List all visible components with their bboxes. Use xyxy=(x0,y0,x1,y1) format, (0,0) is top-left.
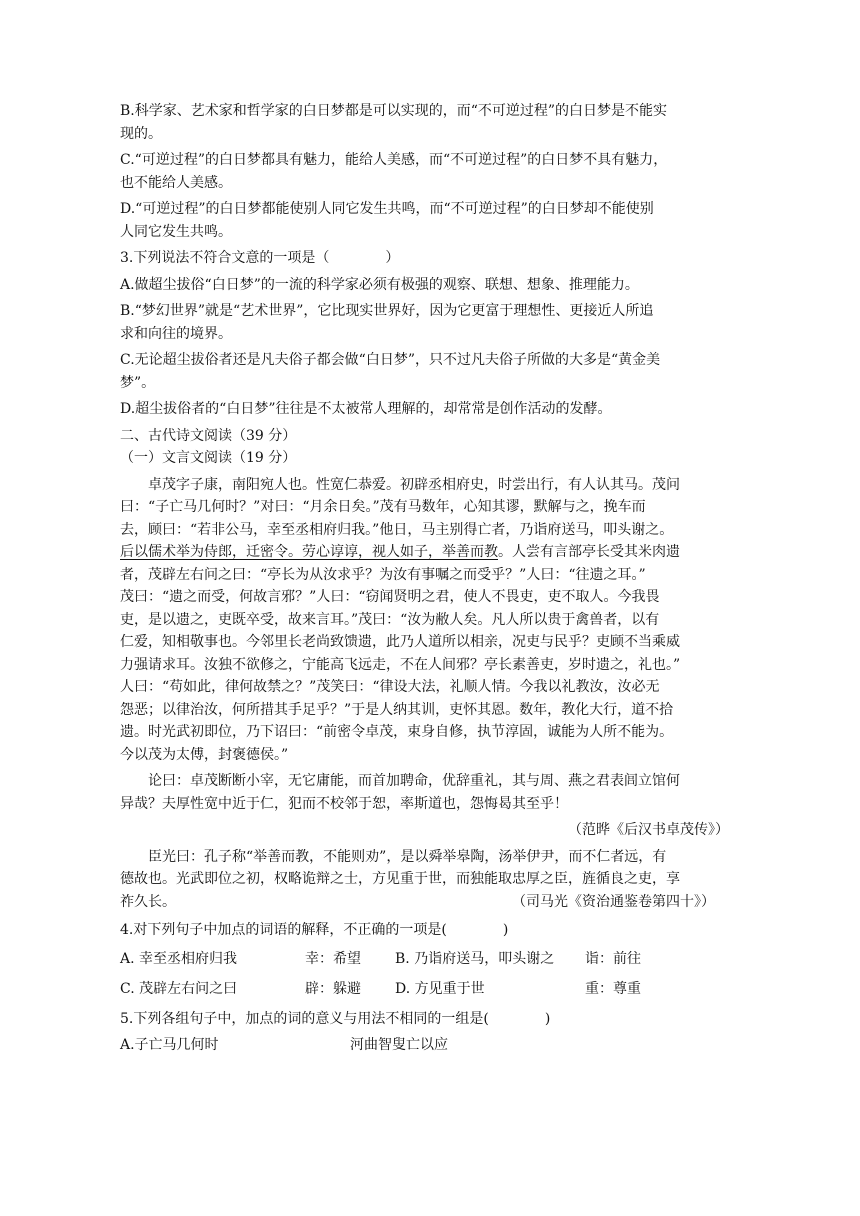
passage-line: 遗。时光武初即位，乃下诏曰：“前密令卓茂，束身自修，执节淳固，诚能为人所不能为。 xyxy=(120,724,674,740)
passage-line: 怨恶；以律治汝，何所措其手足乎？”于是人纳其训，吏怀其恩。数年，教化大行，道不拾 xyxy=(120,701,674,718)
question-4 xyxy=(120,919,735,1000)
option-line: 求和向往的境界。 xyxy=(120,325,232,342)
option-line: D.“可逆过程”的白日梦都能使别人同它发生共鸣，而“不可逆过程”的白日梦却不能使别 xyxy=(120,201,654,217)
passage-line xyxy=(120,541,735,564)
option-b-gloss: 诣：前往 xyxy=(585,950,641,967)
option-c-gloss: 辟：躲避 xyxy=(305,980,361,997)
passage-line: 人曰：“苟如此，律何故禁之？”茂笑曰：“律设大法，礼顺人情。今我以礼教汝，汝必无 xyxy=(120,679,660,695)
option-d: D. 方见重于世 xyxy=(395,980,485,997)
option-b: B. 乃诣府送马，叩头谢之 xyxy=(395,950,555,967)
option-row xyxy=(120,948,735,970)
option-row xyxy=(120,978,735,1000)
source-citation: （司马光《资治通鉴卷第四十》） xyxy=(512,893,715,910)
passage-line: 异哉？夫厚性宽中近于仁，犯而不校邻于恕，率斯道也，怨悔曷其至乎！ xyxy=(120,795,568,812)
option-c: C. 茂辟左右问之曰 xyxy=(120,980,238,997)
passage-line: 去，顾曰：“若非公马，幸至丞相府归我。”他日，马主别得亡者，乃诣府送马，叩头谢之。 xyxy=(120,521,674,538)
question-stem: 5.下列各组句子中，加点的词的意义与用法不相同的一组是( ) xyxy=(120,1010,551,1027)
option-line: C.无论超尘拔俗者还是凡夫俗子都会做“白日梦”，只不过凡夫俗子所做的大多是“黄金美 xyxy=(120,352,661,368)
passage-line: 卓茂字子康，南阳宛人也。性宽仁恭爱。初辟丞相府史，时尝出行，有人认其马。茂问 xyxy=(148,476,680,493)
passage-line: 曰：“子亡马几何时？”对曰：“月余日矣。”茂有马数年，心知其谬，默解与之，挽车而 xyxy=(120,499,646,515)
passage-line: 今以茂为太傅，封褒德侯。” xyxy=(120,746,289,763)
option-line: 人同它发生共鸣。 xyxy=(120,223,232,240)
option-line: 梦”。 xyxy=(120,374,156,391)
option-a-left: A.子亡马几何时 xyxy=(120,1037,219,1053)
option-line: 现的。 xyxy=(120,125,162,142)
option-line: D.超尘拔俗者的“白日梦”往往是不太被常人理解的，却常常是创作活动的发酵。 xyxy=(120,401,612,417)
option-a: A. 幸至丞相府归我 xyxy=(120,950,238,967)
option-line: B.“梦幻世界”就是“艺术世界”，它比现实世界好，因为它更富于理想性、更接近人所追 xyxy=(120,303,654,319)
option-line: 也不能给人美感。 xyxy=(120,174,232,191)
question-5 xyxy=(120,1008,735,1057)
source-citation: （范晔《后汉书卓茂传》） xyxy=(568,822,729,838)
underlined-sentence: 后以儒术举为侍郎，迁密令。劳心谆谆，视人如子，举善而教 xyxy=(120,544,498,560)
option-line: B.科学家、艺术家和哲学家的白日梦都是可以实现的，而“不可逆过程”的白日梦是不能实 xyxy=(120,103,668,119)
option-row xyxy=(120,1034,735,1056)
passage-line xyxy=(120,891,735,914)
option-a-gloss: 幸：希望 xyxy=(305,950,361,967)
passage-line: 者，茂辟左右问之曰：“亭长为从汝求乎？为汝有事嘱之而受乎？”人曰：“往遗之耳。” xyxy=(120,566,646,583)
question-3 xyxy=(120,247,735,421)
option-line: C.“可逆过程”的白日梦都具有魅力，能给人美感，而“不可逆过程”的白日梦不具有魅力， xyxy=(120,152,668,168)
passage-line: 仁爱，知相敬事也。今邻里长老尚致馈遗，此乃人道所以相亲，况吏与民乎？吏顾不当乘威 xyxy=(120,634,680,650)
option-d-gloss: 重：尊重 xyxy=(585,980,641,997)
passage-text: 祚久长。 xyxy=(120,893,176,910)
question-2-options xyxy=(120,100,735,243)
passage-line: 吏，是以遗之，吏既卒受，故来言耳。”茂曰：“汝为敝人矣。凡人所以贵于禽兽者，以有 xyxy=(120,611,660,628)
passage-line: 德故也。光武即位之初，权略诡辩之士，方见重于世，而独能取忠厚之臣，旌循良之吏，享 xyxy=(120,871,680,887)
option-a-right: 河曲智叟亡以应 xyxy=(350,1037,448,1053)
question-stem: 3.下列说法不符合文意的一项是（ ） xyxy=(120,250,400,266)
classical-passage xyxy=(120,474,735,914)
question-stem: 4.对下列句子中加点的词语的解释，不正确的一项是( ) xyxy=(120,922,509,938)
passage-line: 力强请求耳。汝独不欲修之，宁能高飞远走，不在人间邪？亭长素善吏，岁时遗之，礼也。” xyxy=(120,656,681,673)
exam-page xyxy=(120,100,735,1064)
passage-line: 论曰：卓茂断断小宰，无它庸能，而首加聘命，优辞重礼，其与周、燕之君表闾立馆何 xyxy=(148,773,680,789)
option-line: A.做超尘拔俗“白日梦”的一流的科学家必须有极强的观察、联想、想象、推理能力。 xyxy=(120,276,639,293)
passage-line: 茂曰：“遗之而受，何故言邪？”人曰：“窃闻贤明之君，使人不畏吏，吏不取人。今我畏 xyxy=(120,589,660,605)
passage-line: 臣光曰：孔子称“举善而教，不能则劝”，是以舜举皋陶，汤举伊尹，而不仁者远，有 xyxy=(148,848,667,865)
section-subtitle: （一）文言文阅读（19 分） xyxy=(120,450,297,466)
passage-text: 。人尝有言部亭长受其米肉遗 xyxy=(498,544,680,560)
section-title: 二、古代诗文阅读（39 分） xyxy=(120,427,297,444)
